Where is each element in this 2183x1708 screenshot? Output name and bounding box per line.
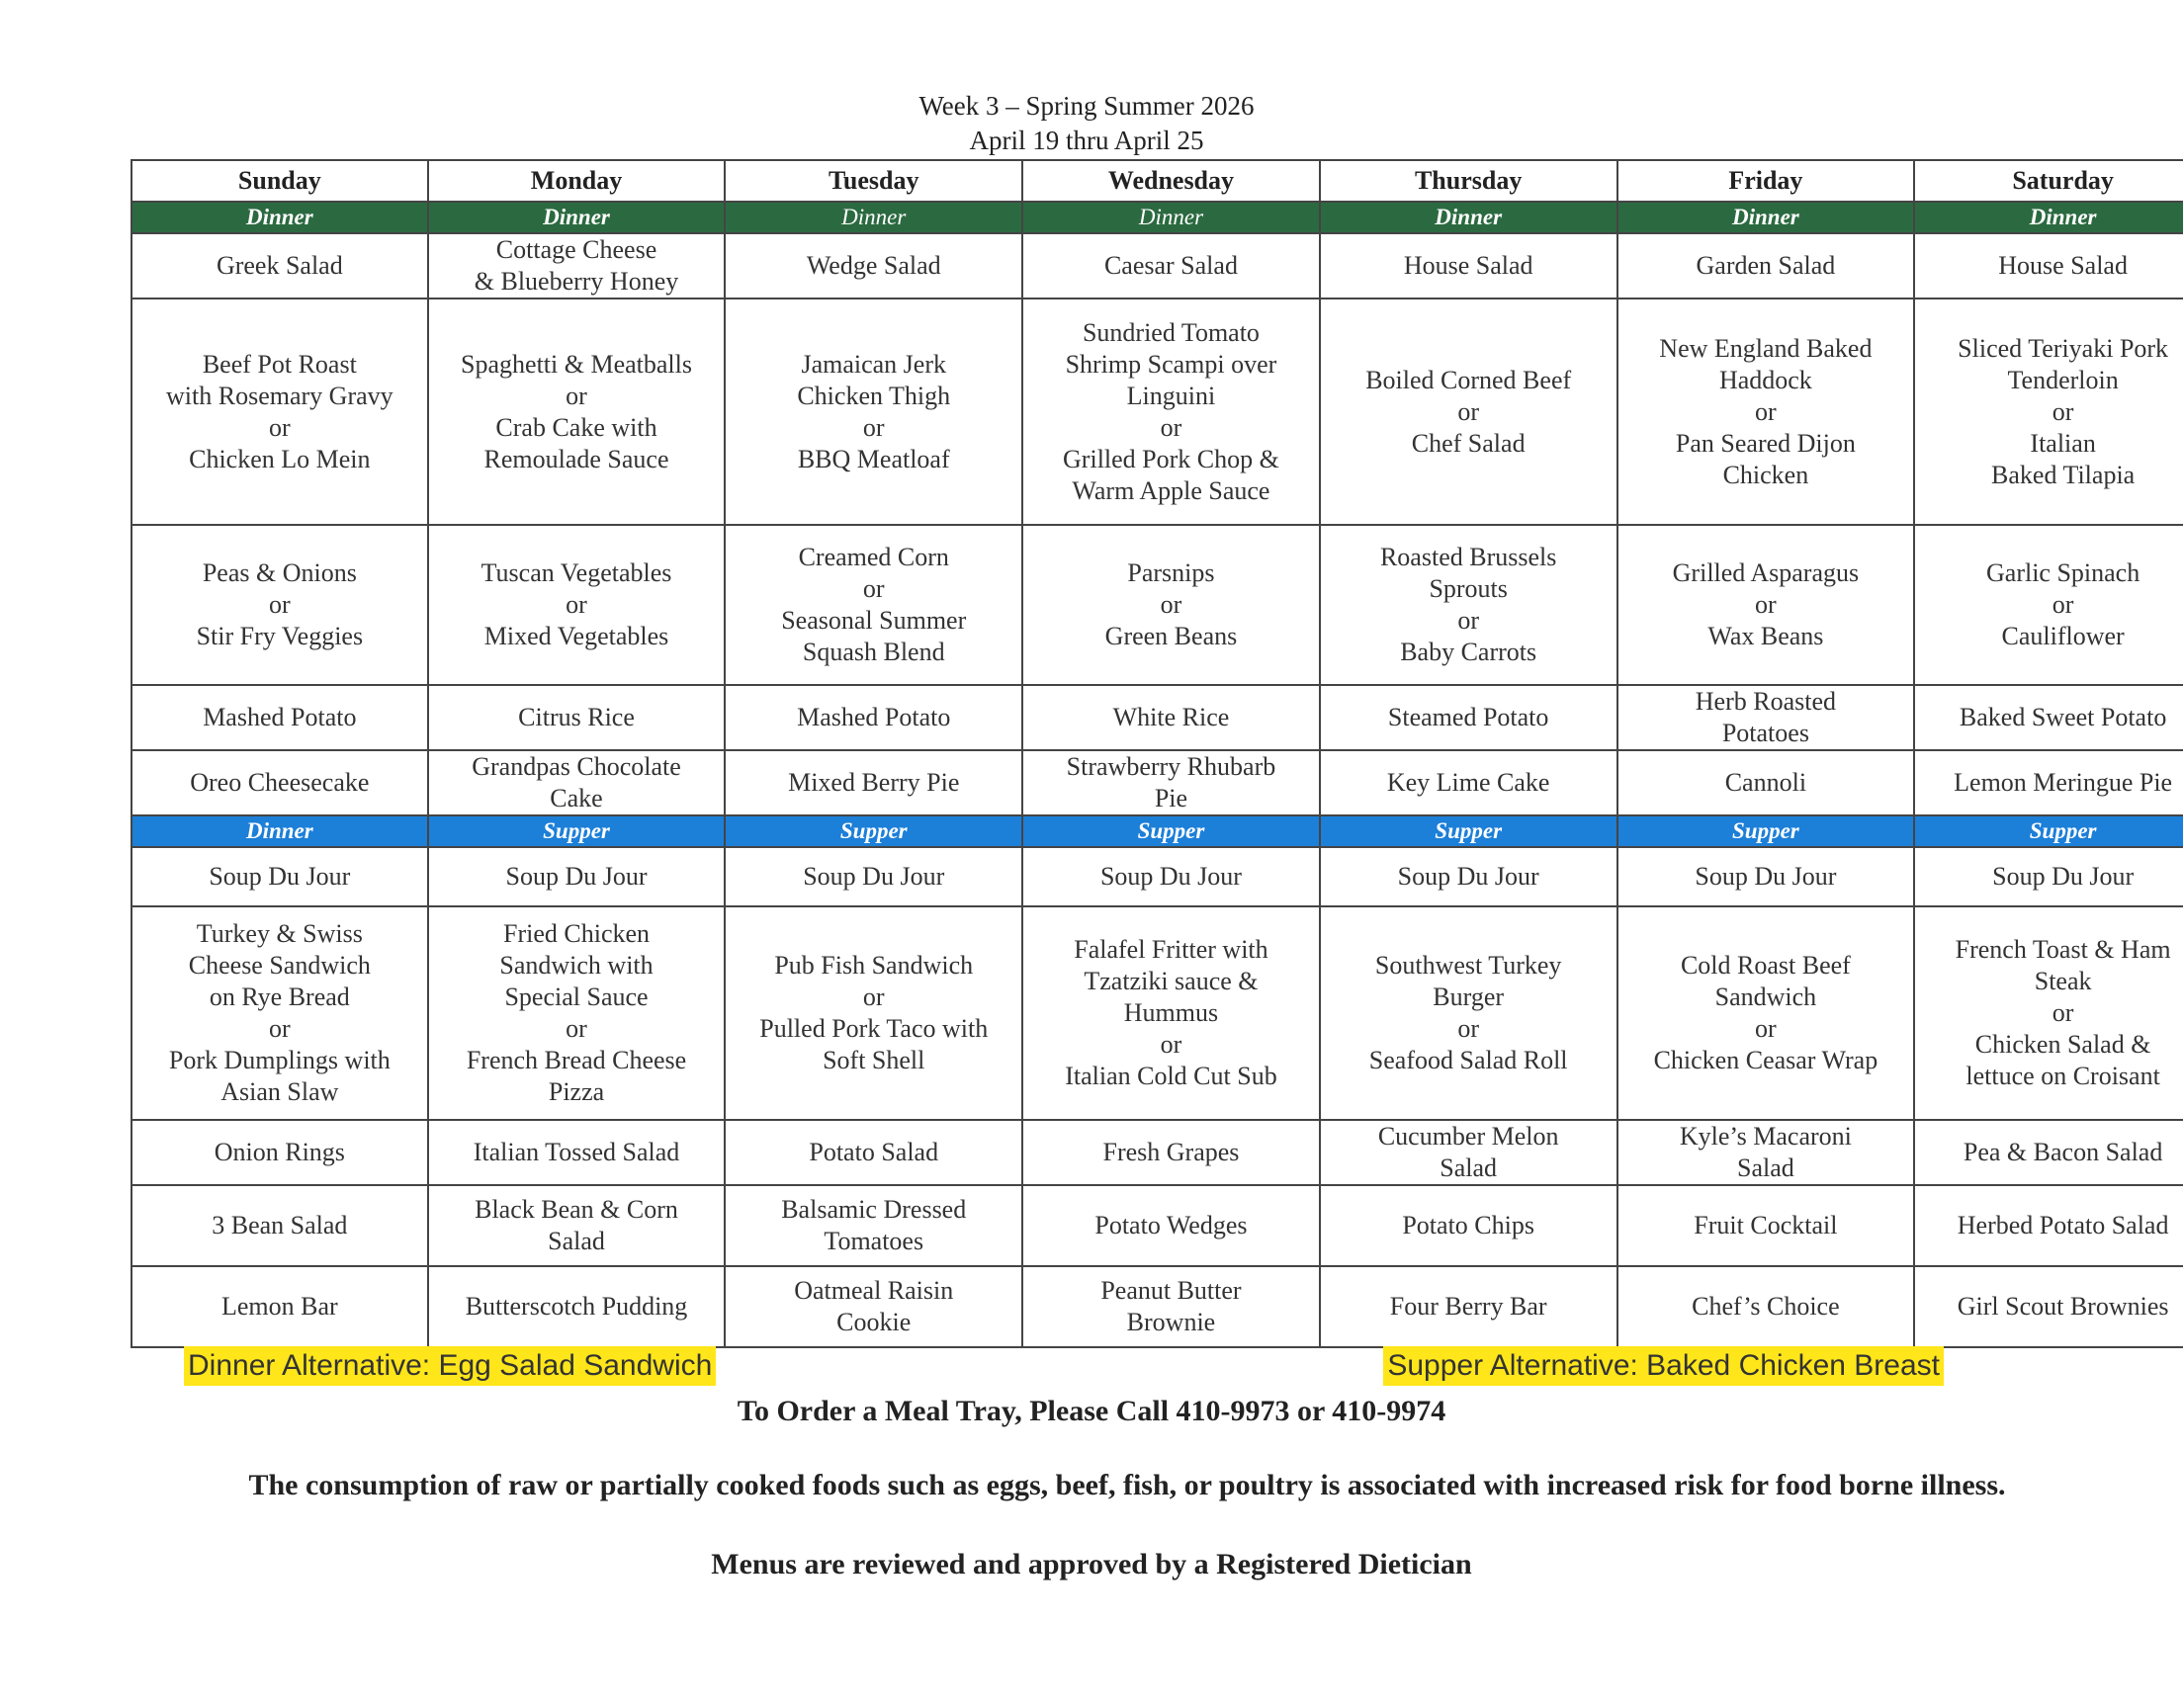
dietician-review-note: Menus are reviewed and approved by a Registered Dietician	[711, 1548, 1472, 1580]
day-header: Thursday	[1320, 160, 1617, 202]
menu-dates: April 19 thru April 25	[969, 126, 1204, 155]
supper-soup-row	[131, 847, 2183, 906]
dinner-dessert-row	[131, 750, 2183, 815]
menu-cell: Soup Du Jour	[1617, 847, 1915, 906]
menu-cell: Soup Du Jour	[1914, 847, 2183, 906]
menu-cell: Oreo Cheesecake	[131, 750, 428, 815]
supper-salad-row	[131, 1185, 2183, 1266]
day-header: Monday	[428, 160, 726, 202]
menu-cell: Soup Du Jour	[1320, 847, 1617, 906]
menu-cell: House Salad	[1320, 233, 1617, 299]
day-header: Saturday	[1914, 160, 2183, 202]
meal-band-label: Dinner	[725, 202, 1022, 233]
menu-cell: Oatmeal Raisin Cookie	[725, 1266, 1022, 1347]
menu-cell: Cold Roast Beef Sandwich or Chicken Ceasar Wrap	[1617, 906, 1915, 1120]
menu-cell: Pub Fish Sandwich or Pulled Pork Taco with Soft Shell	[725, 906, 1022, 1120]
dinner-salad-row	[131, 233, 2183, 299]
menu-cell: Soup Du Jour	[428, 847, 726, 906]
meal-band-label: Dinner	[131, 202, 428, 233]
menu-cell: Baked Sweet Potato	[1914, 685, 2183, 750]
menu-cell: Four Berry Bar	[1320, 1266, 1617, 1347]
menu-cell: Kyle’s Macaroni Salad	[1617, 1120, 1915, 1185]
menu-cell: Steamed Potato	[1320, 685, 1617, 750]
menu-cell: Potato Wedges	[1022, 1185, 1320, 1266]
menu-cell: Potato Chips	[1320, 1185, 1617, 1266]
menu-cell: Fruit Cocktail	[1617, 1185, 1915, 1266]
supper-entree-row	[131, 906, 2183, 1120]
meal-band-label: Supper	[725, 815, 1022, 847]
menu-cell: Cannoli	[1617, 750, 1915, 815]
menu-cell: Turkey & Swiss Cheese Sandwich on Rye Bread or Pork Dumplings with Asian Slaw	[131, 906, 428, 1120]
menu-cell: Falafel Fritter with Tzatziki sauce & Hummus or Italian Cold Cut Sub	[1022, 906, 1320, 1120]
menu-cell: Soup Du Jour	[1022, 847, 1320, 906]
menu-cell: Citrus Rice	[428, 685, 726, 750]
meal-band-label: Supper	[1320, 815, 1617, 847]
menu-cell: Lemon Meringue Pie	[1914, 750, 2183, 815]
menu-cell: Mashed Potato	[131, 685, 428, 750]
menu-cell: Butterscotch Pudding	[428, 1266, 726, 1347]
weekly-menu-table	[131, 159, 2183, 1348]
menu-cell: Soup Du Jour	[131, 847, 428, 906]
menu-cell: Cucumber Melon Salad	[1320, 1120, 1617, 1185]
menu-cell: New England Baked Haddock or Pan Seared Dijon Chicken	[1617, 299, 1915, 525]
day-header: Sunday	[131, 160, 428, 202]
menu-title: Week 3 – Spring Summer 2026	[918, 91, 1255, 121]
meal-band-label: Dinner	[1914, 202, 2183, 233]
meal-band-label: Dinner	[428, 202, 726, 233]
food-safety-notice: The consumption of raw or partially cooked foods such as eggs, beef, fish, or poultry is associated with increased risk for food borne illness.	[248, 1469, 2006, 1501]
menu-cell: Roasted Brussels Sprouts or Baby Carrots	[1320, 525, 1617, 685]
day-header-row	[131, 160, 2183, 202]
dinner-band-row	[131, 202, 2183, 233]
menu-cell: Lemon Bar	[131, 1266, 428, 1347]
menu-cell: Mashed Potato	[725, 685, 1022, 750]
dinner-alternative: Dinner Alternative: Egg Salad Sandwich	[184, 1346, 738, 1386]
meal-band-label: Dinner	[1022, 202, 1320, 233]
menu-cell: Onion Rings	[131, 1120, 428, 1185]
meal-band-label: Dinner	[131, 815, 428, 847]
menu-cell: Potato Salad	[725, 1120, 1022, 1185]
menu-cell: Grandpas Chocolate Cake	[428, 750, 726, 815]
menu-header	[0, 89, 2183, 158]
meal-band-label: Supper	[1022, 815, 1320, 847]
menu-cell: French Toast & Ham Steak or Chicken Salad & lettuce on Croisant	[1914, 906, 2183, 1120]
day-header: Tuesday	[725, 160, 1022, 202]
menu-cell: Boiled Corned Beef or Chef Salad	[1320, 299, 1617, 525]
menu-cell: Greek Salad	[131, 233, 428, 299]
menu-cell: 3 Bean Salad	[131, 1185, 428, 1266]
alternatives-bar	[184, 1346, 1944, 1386]
menu-cell: Herb Roasted Potatoes	[1617, 685, 1915, 750]
supper-side-row	[131, 1120, 2183, 1185]
menu-cell: Wedge Salad	[725, 233, 1022, 299]
menu-cell: Pea & Bacon Salad	[1914, 1120, 2183, 1185]
menu-cell: Fried Chicken Sandwich with Special Sauce or French Bread Cheese Pizza	[428, 906, 726, 1120]
supper-dessert-row	[131, 1266, 2183, 1347]
dinner-entree-row	[131, 299, 2183, 525]
menu-cell: Parsnips or Green Beans	[1022, 525, 1320, 685]
menu-cell: Key Lime Cake	[1320, 750, 1617, 815]
menu-cell: Beef Pot Roast with Rosemary Gravy or Chicken Lo Mein	[131, 299, 428, 525]
menu-cell: Caesar Salad	[1022, 233, 1320, 299]
day-header: Wednesday	[1022, 160, 1320, 202]
menu-cell: Chef’s Choice	[1617, 1266, 1915, 1347]
menu-cell: Peanut Butter Brownie	[1022, 1266, 1320, 1347]
order-phone-line: To Order a Meal Tray, Please Call 410-9973 or 410-9974	[737, 1395, 1446, 1427]
dinner-starch-row	[131, 685, 2183, 750]
menu-cell: Soup Du Jour	[725, 847, 1022, 906]
meal-band-label: Dinner	[1320, 202, 1617, 233]
meal-band-label: Supper	[1914, 815, 2183, 847]
meal-band-label: Supper	[428, 815, 726, 847]
menu-cell: Spaghetti & Meatballs or Crab Cake with Remoulade Sauce	[428, 299, 726, 525]
menu-cell: Balsamic Dressed Tomatoes	[725, 1185, 1022, 1266]
menu-cell: Mixed Berry Pie	[725, 750, 1022, 815]
menu-cell: Sliced Teriyaki Pork Tenderloin or Italian Baked Tilapia	[1914, 299, 2183, 525]
menu-cell: Southwest Turkey Burger or Seafood Salad Roll	[1320, 906, 1617, 1120]
supper-alternative: Supper Alternative: Baked Chicken Breast	[1383, 1346, 1944, 1386]
menu-cell: Grilled Asparagus or Wax Beans	[1617, 525, 1915, 685]
day-header: Friday	[1617, 160, 1915, 202]
supper-band-row	[131, 815, 2183, 847]
menu-cell: Cottage Cheese & Blueberry Honey	[428, 233, 726, 299]
menu-cell: Black Bean & Corn Salad	[428, 1185, 726, 1266]
menu-cell: Italian Tossed Salad	[428, 1120, 726, 1185]
menu-cell: White Rice	[1022, 685, 1320, 750]
meal-band-label: Supper	[1617, 815, 1915, 847]
meal-band-label: Dinner	[1617, 202, 1915, 233]
menu-cell: House Salad	[1914, 233, 2183, 299]
menu-cell: Peas & Onions or Stir Fry Veggies	[131, 525, 428, 685]
menu-cell: Garlic Spinach or Cauliflower	[1914, 525, 2183, 685]
menu-cell: Tuscan Vegetables or Mixed Vegetables	[428, 525, 726, 685]
menu-cell: Girl Scout Brownies	[1914, 1266, 2183, 1347]
menu-cell: Creamed Corn or Seasonal Summer Squash Blend	[725, 525, 1022, 685]
menu-cell: Herbed Potato Salad	[1914, 1185, 2183, 1266]
menu-cell: Garden Salad	[1617, 233, 1915, 299]
menu-cell: Fresh Grapes	[1022, 1120, 1320, 1185]
menu-cell: Strawberry Rhubarb Pie	[1022, 750, 1320, 815]
menu-cell: Sundried Tomato Shrimp Scampi over Linguini or Grilled Pork Chop & Warm Apple Sauce	[1022, 299, 1320, 525]
dinner-vegetable-row	[131, 525, 2183, 685]
menu-cell: Jamaican Jerk Chicken Thigh or BBQ Meatloaf	[725, 299, 1022, 525]
